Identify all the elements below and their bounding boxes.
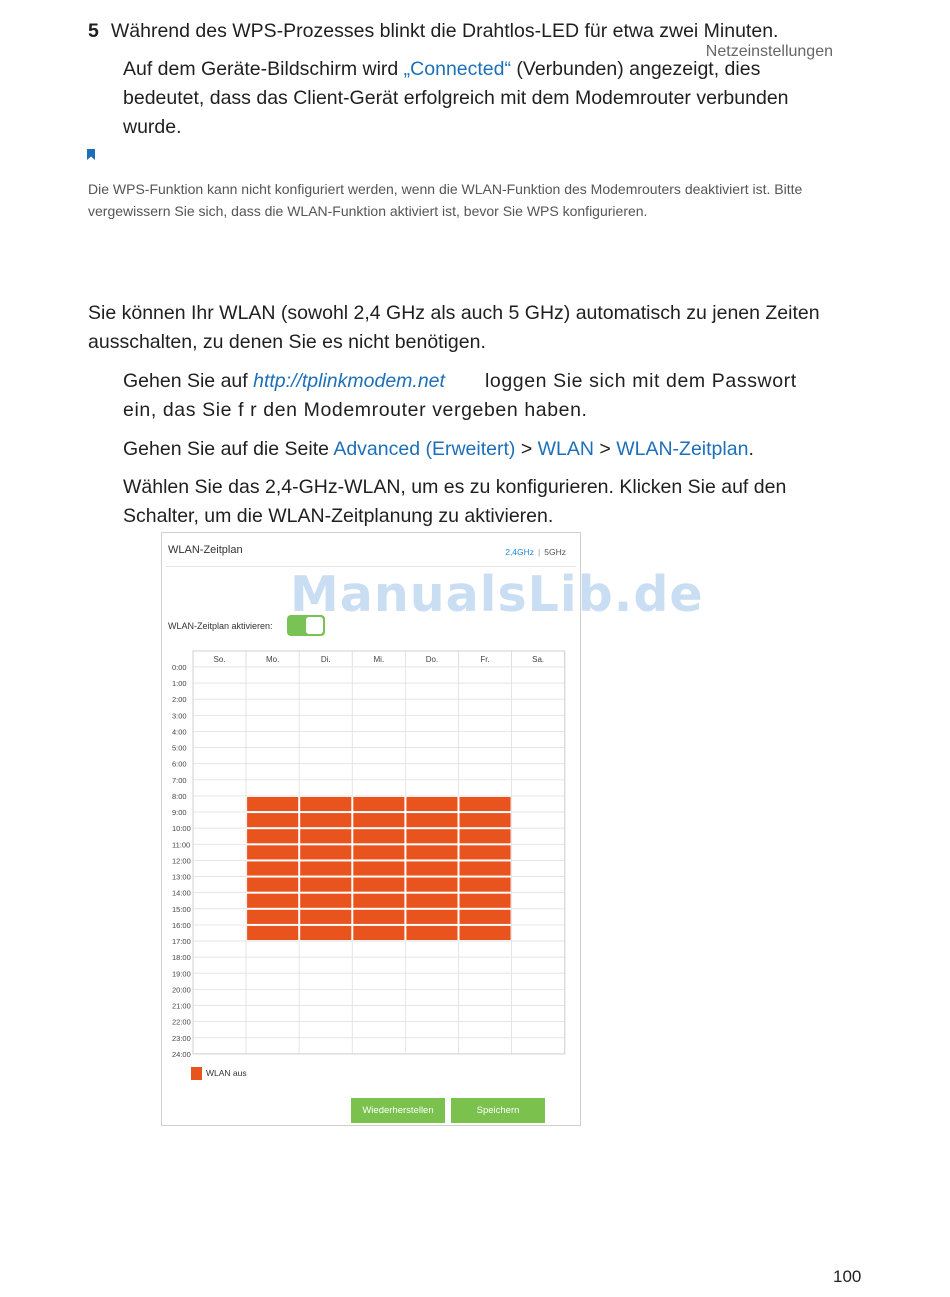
hour-label: 0:00	[172, 663, 187, 672]
note-line1: Die WPS-Funktion kann nicht konfiguriert werden, wenn die WLAN-Funktion des Modemrouters deaktiviert ist. Bitte	[88, 181, 803, 197]
text-segment: >	[593, 438, 617, 460]
step-3-line1: Wählen Sie das 2,4-GHz-WLAN, um es zu konfigurieren. Klicken Sie auf den	[123, 476, 787, 498]
schedule-cell	[193, 796, 246, 812]
step-5-line1	[123, 55, 789, 84]
schedule-cell	[405, 989, 458, 1005]
schedule-cell	[193, 667, 246, 683]
hour-label: 10:00	[172, 824, 191, 834]
section-header: Netzeinstellungen	[705, 43, 833, 60]
schedule-cell	[299, 731, 352, 747]
schedule-cell	[299, 780, 352, 796]
schedule-cell	[246, 764, 299, 780]
schedule-cell	[246, 748, 299, 764]
hour-label: 4:00	[172, 727, 187, 737]
schedule-cell-off	[460, 813, 511, 827]
schedule-cell-off	[460, 829, 511, 843]
schedule-cell	[299, 1022, 352, 1038]
schedule-cell	[246, 989, 299, 1005]
schedule-cell	[299, 764, 352, 780]
hour-label: 20:00	[172, 985, 191, 995]
schedule-cell	[246, 667, 299, 683]
schedule-cell	[405, 731, 458, 747]
schedule-cell	[512, 731, 565, 747]
step-5-title: Während des WPS-Prozesses blinkt die Drahtlos-LED für etwa zwei Minuten.	[110, 20, 779, 42]
day-label: Mo.	[265, 655, 280, 664]
schedule-cell	[246, 683, 299, 699]
schedule-cell	[405, 780, 458, 796]
schedule-cell-off	[353, 926, 404, 940]
schedule-cell	[193, 973, 246, 989]
schedule-cell-off	[353, 797, 404, 811]
schedule-cell-off	[353, 861, 404, 875]
schedule-cell-off	[247, 894, 298, 908]
schedule-cell	[193, 844, 246, 860]
step-1	[123, 367, 797, 425]
schedule-cell	[459, 667, 512, 683]
schedule-cell	[299, 1038, 352, 1054]
schedule-cell	[246, 731, 299, 747]
schedule-cell-off	[406, 797, 457, 811]
note-text	[88, 178, 802, 222]
schedule-toggle-label: WLAN-Zeitplan aktivieren:	[168, 621, 273, 631]
schedule-cell	[512, 683, 565, 699]
schedule-cell	[246, 1022, 299, 1038]
schedule-cell-off	[300, 894, 351, 908]
intro-line2: ausschalten, zu denen Sie es nicht benötigen.	[88, 331, 486, 353]
schedule-cell-off	[460, 878, 511, 892]
intro-paragraph	[88, 299, 820, 357]
schedule-cell	[512, 796, 565, 812]
legend-swatch	[191, 1067, 202, 1080]
hour-label: 23:00	[172, 1033, 191, 1043]
schedule-cell	[512, 893, 565, 909]
schedule-cell	[459, 941, 512, 957]
schedule-cell-off	[300, 797, 351, 811]
schedule-cell	[193, 877, 246, 893]
schedule-cell	[512, 715, 565, 731]
schedule-cell	[193, 828, 246, 844]
schedule-cell	[405, 1022, 458, 1038]
schedule-cell	[512, 1022, 565, 1038]
schedule-cell	[405, 1006, 458, 1022]
hour-label: 1:00	[172, 679, 187, 689]
step-1-line2: ein, das Sie f r den Modemrouter vergeben haben.	[123, 399, 588, 421]
schedule-cell	[299, 748, 352, 764]
hour-label: 11:00	[172, 840, 191, 850]
step-5-body	[123, 55, 789, 142]
wlan-menu-link[interactable]: WLAN	[537, 438, 594, 460]
schedule-cell-off	[300, 861, 351, 875]
schedule-cell-off	[460, 910, 511, 924]
save-button[interactable]: Speichern	[451, 1098, 545, 1123]
schedule-cell	[193, 748, 246, 764]
schedule-cell	[512, 812, 565, 828]
hour-label: 8:00	[172, 791, 187, 801]
schedule-cell	[246, 941, 299, 957]
schedule-cell	[512, 957, 565, 973]
band-24ghz-tab[interactable]: 2,4GHz	[505, 547, 535, 557]
schedule-cell	[193, 989, 246, 1005]
schedule-cell	[246, 1038, 299, 1054]
hour-label: 15:00	[172, 904, 191, 914]
day-label: Fr.	[480, 655, 490, 664]
hour-label: 13:00	[172, 872, 191, 882]
schedule-cell	[512, 925, 565, 941]
step-1-line1	[123, 367, 797, 396]
schedule-cell	[459, 1022, 512, 1038]
hour-label: 22:00	[172, 1017, 191, 1027]
schedule-cell-off	[247, 861, 298, 875]
schedule-cell	[299, 957, 352, 973]
schedule-cell	[512, 1038, 565, 1054]
text-segment: loggen Sie sich mit dem Passwort	[484, 370, 797, 392]
schedule-cell-off	[460, 894, 511, 908]
schedule-cell	[459, 780, 512, 796]
step-3-line2: Schalter, um die WLAN-Zeitplanung zu aktivieren.	[123, 505, 554, 527]
schedule-cell	[299, 715, 352, 731]
schedule-cell	[459, 764, 512, 780]
schedule-cell-off	[247, 813, 298, 827]
schedule-cell	[193, 780, 246, 796]
schedule-cell	[512, 909, 565, 925]
connected-term: „Connected“	[403, 58, 511, 80]
schedule-cell	[459, 699, 512, 715]
schedule-cell-off	[406, 878, 457, 892]
hour-label: 16:00	[172, 920, 191, 930]
schedule-cell	[352, 1022, 405, 1038]
schedule-cell	[512, 973, 565, 989]
day-label: Sa.	[532, 655, 545, 664]
hour-label: 2:00	[172, 695, 187, 705]
hour-label: 12:00	[172, 856, 191, 866]
schedule-cell-off	[460, 845, 511, 859]
schedule-cell-off	[406, 813, 457, 827]
schedule-cell-off	[353, 829, 404, 843]
schedule-cell	[193, 683, 246, 699]
wlan-zeitplan-link[interactable]: WLAN-Zeitplan	[616, 438, 749, 460]
legend-label: WLAN aus	[206, 1068, 247, 1078]
schedule-cell-off	[353, 894, 404, 908]
schedule-cell	[193, 1038, 246, 1054]
schedule-cell-off	[460, 797, 511, 811]
schedule-cell	[193, 909, 246, 925]
schedule-cell	[352, 973, 405, 989]
day-label: Di.	[320, 655, 331, 664]
schedule-cell	[299, 973, 352, 989]
step-5-line2: bedeutet, dass das Client-Gerät erfolgreich mit dem Modemrouter verbunden	[123, 87, 789, 109]
schedule-cell	[193, 699, 246, 715]
schedule-cell	[299, 989, 352, 1005]
schedule-cell	[352, 957, 405, 973]
hour-label: 5:00	[172, 743, 187, 753]
schedule-cell	[512, 860, 565, 876]
schedule-cell-off	[300, 878, 351, 892]
schedule-cell-off	[406, 910, 457, 924]
schedule-cell-off	[247, 845, 298, 859]
band-5ghz-tab[interactable]: 5GHz	[544, 547, 566, 557]
hour-label: 7:00	[172, 775, 187, 785]
schedule-cell	[352, 731, 405, 747]
schedule-cell	[352, 989, 405, 1005]
day-label: Do.	[425, 655, 439, 664]
restore-button[interactable]: Wiederherstellen	[351, 1098, 445, 1123]
schedule-cell-off	[406, 861, 457, 875]
text-segment: Gehen Sie auf die Seite	[123, 438, 334, 460]
schedule-cell	[459, 1038, 512, 1054]
hour-label: 21:00	[172, 1001, 191, 1011]
schedule-cell	[512, 941, 565, 957]
schedule-cell-off	[353, 910, 404, 924]
schedule-cell-off	[406, 845, 457, 859]
day-label: So.	[213, 655, 226, 664]
schedule-cell	[459, 957, 512, 973]
hour-label: 17:00	[172, 937, 191, 947]
schedule-cell	[459, 683, 512, 699]
bookmark-icon	[87, 149, 95, 160]
schedule-cell	[246, 715, 299, 731]
schedule-cell	[193, 893, 246, 909]
schedule-cell	[193, 957, 246, 973]
tplinkmodem-link[interactable]: http://tplinkmodem.net	[253, 370, 445, 392]
schedule-cell	[193, 1006, 246, 1022]
schedule-cell	[405, 683, 458, 699]
schedule-cell	[512, 699, 565, 715]
schedule-cell	[512, 748, 565, 764]
schedule-cell-off	[460, 926, 511, 940]
schedule-cell	[405, 699, 458, 715]
schedule-cell	[352, 780, 405, 796]
text-segment: Auf dem Geräte-Bildschirm wird	[123, 58, 404, 80]
schedule-cell	[512, 844, 565, 860]
schedule-cell	[352, 748, 405, 764]
day-label: Mi.	[373, 655, 385, 664]
schedule-cell-off	[247, 797, 298, 811]
schedule-cell	[193, 1022, 246, 1038]
schedule-cell	[193, 715, 246, 731]
schedule-cell	[193, 731, 246, 747]
schedule-cell-off	[247, 829, 298, 843]
schedule-cell	[246, 699, 299, 715]
step-5-heading	[88, 17, 778, 46]
hour-label: 18:00	[172, 953, 191, 963]
step-3	[123, 473, 786, 531]
schedule-cell	[193, 941, 246, 957]
schedule-cell	[405, 1038, 458, 1054]
text-segment: (Verbunden) angezeigt, dies	[510, 58, 761, 80]
schedule-cell-off	[300, 910, 351, 924]
schedule-cell-off	[353, 878, 404, 892]
schedule-cell-off	[406, 829, 457, 843]
hour-label: 14:00	[172, 888, 191, 898]
page-number: 100	[833, 1267, 862, 1286]
schedule-cell	[352, 699, 405, 715]
schedule-cell	[299, 1006, 352, 1022]
schedule-cell	[459, 989, 512, 1005]
schedule-cell	[352, 715, 405, 731]
note-line2: vergewissern Sie sich, dass die WLAN-Funktion aktiviert ist, bevor Sie WPS konfigurieren.	[88, 203, 648, 219]
schedule-cell	[193, 812, 246, 828]
schedule-cell	[512, 828, 565, 844]
schedule-cell	[405, 957, 458, 973]
schedule-cell-off	[406, 926, 457, 940]
schedule-cell	[405, 973, 458, 989]
schedule-cell	[352, 667, 405, 683]
step-5-line3: wurde.	[123, 116, 182, 138]
schedule-cell	[459, 973, 512, 989]
hour-label: 24:00	[172, 1049, 191, 1059]
schedule-cell-off	[247, 926, 298, 940]
schedule-cell	[459, 715, 512, 731]
schedule-cell-off	[300, 926, 351, 940]
step-number: 5	[88, 20, 99, 42]
schedule-cell	[512, 780, 565, 796]
schedule-cell	[246, 1006, 299, 1022]
hour-label: 19:00	[172, 969, 191, 979]
schedule-cell	[193, 764, 246, 780]
advanced-menu-link[interactable]: Advanced (Erweitert)	[333, 438, 516, 460]
schedule-cell-off	[460, 861, 511, 875]
hour-label: 9:00	[172, 808, 187, 818]
schedule-cell	[352, 1038, 405, 1054]
schedule-cell	[246, 780, 299, 796]
schedule-cell	[193, 925, 246, 941]
step-2	[123, 435, 754, 464]
schedule-cell	[299, 699, 352, 715]
hour-label: 6:00	[172, 759, 187, 769]
schedule-cell	[352, 764, 405, 780]
schedule-cell-off	[300, 829, 351, 843]
watermark: ManualsLib.de	[290, 566, 704, 623]
schedule-cell	[352, 1006, 405, 1022]
schedule-cell-off	[406, 894, 457, 908]
schedule-cell-off	[353, 845, 404, 859]
schedule-cell	[405, 941, 458, 957]
schedule-cell	[512, 1006, 565, 1022]
schedule-cell	[352, 941, 405, 957]
schedule-cell	[512, 877, 565, 893]
schedule-cell	[193, 860, 246, 876]
schedule-cell	[299, 941, 352, 957]
schedule-cell	[512, 989, 565, 1005]
schedule-cell	[459, 748, 512, 764]
schedule-cell	[405, 764, 458, 780]
schedule-cell-off	[353, 813, 404, 827]
schedule-cell	[512, 667, 565, 683]
schedule-cell	[512, 764, 565, 780]
text-segment: >	[515, 438, 538, 460]
schedule-cell	[459, 731, 512, 747]
intro-line1: Sie können Ihr WLAN (sowohl 2,4 GHz als auch 5 GHz) automatisch zu jenen Zeiten	[88, 302, 820, 324]
schedule-cell	[405, 748, 458, 764]
text-segment: Gehen Sie auf	[123, 370, 254, 392]
schedule-cell-off	[247, 910, 298, 924]
schedule-cell-off	[300, 813, 351, 827]
schedule-cell-off	[247, 878, 298, 892]
schedule-cell	[405, 715, 458, 731]
schedule-cell	[246, 957, 299, 973]
schedule-cell	[405, 667, 458, 683]
text-segment: .	[748, 438, 754, 460]
schedule-cell	[352, 683, 405, 699]
band-separator: |	[538, 547, 541, 557]
schedule-cell	[299, 683, 352, 699]
schedule-cell	[299, 667, 352, 683]
hour-label: 3:00	[172, 711, 187, 721]
schedule-cell	[246, 973, 299, 989]
schedule-title: WLAN-Zeitplan	[168, 544, 243, 556]
schedule-cell	[459, 1006, 512, 1022]
schedule-cell-off	[300, 845, 351, 859]
